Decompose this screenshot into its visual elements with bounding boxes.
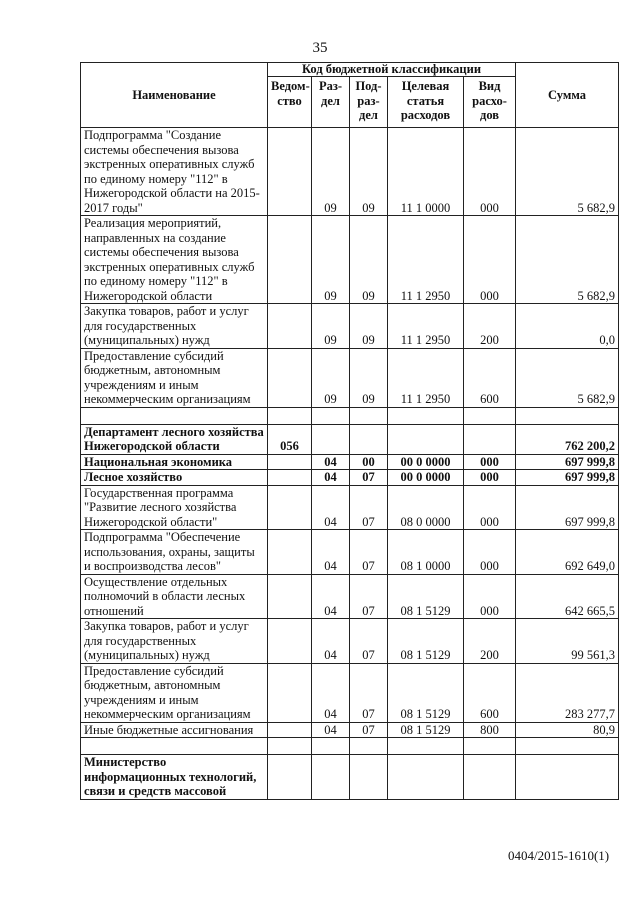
cell-podrazdel: 07 <box>350 530 388 575</box>
cell-dept <box>268 722 312 738</box>
cell-target: 08 1 5129 <box>388 619 464 664</box>
cell-target: 11 1 2950 <box>388 348 464 407</box>
cell-vid: 600 <box>464 663 516 722</box>
cell-target: 11 1 2950 <box>388 304 464 349</box>
table-row <box>81 470 619 486</box>
cell-razdel: 04 <box>312 470 350 486</box>
cell-name: Закупка товаров, работ и услуг для государственных (муниципальных) нужд <box>81 619 268 664</box>
cell-podrazdel: 07 <box>350 722 388 738</box>
cell-razdel <box>312 407 350 424</box>
cell-name: Предоставление субсидий бюджетным, автономным учреждениям и иным некоммерческим организациям <box>81 348 268 407</box>
cell-target: 00 0 0000 <box>388 454 464 470</box>
table-row <box>81 216 619 304</box>
cell-razdel: 09 <box>312 304 350 349</box>
cell-name: Национальная экономика <box>81 454 268 470</box>
col-header-name: Наименование <box>81 63 268 128</box>
page-number: 35 <box>312 40 328 56</box>
cell-vid: 000 <box>464 530 516 575</box>
budget-table <box>80 62 619 800</box>
cell-target <box>388 424 464 454</box>
cell-target: 08 0 0000 <box>388 485 464 530</box>
cell-sum <box>516 407 619 424</box>
cell-dept <box>268 619 312 664</box>
cell-target: 08 1 5129 <box>388 722 464 738</box>
cell-sum: 697 999,8 <box>516 470 619 486</box>
cell-name: Государственная программа "Развитие лесного хозяйства Нижегородской области" <box>81 485 268 530</box>
col-header-target: Целевая статья расходов <box>388 77 464 128</box>
cell-razdel: 04 <box>312 530 350 575</box>
cell-sum: 762 200,2 <box>516 424 619 454</box>
cell-sum: 5 682,9 <box>516 128 619 216</box>
cell-name: Предоставление субсидий бюджетным, автономным учреждениям и иным некоммерческим организациям <box>81 663 268 722</box>
cell-sum <box>516 755 619 800</box>
cell-razdel <box>312 424 350 454</box>
cell-podrazdel: 07 <box>350 485 388 530</box>
cell-dept <box>268 755 312 800</box>
cell-sum: 692 649,0 <box>516 530 619 575</box>
cell-dept <box>268 530 312 575</box>
cell-dept <box>268 470 312 486</box>
cell-sum: 0,0 <box>516 304 619 349</box>
table-row <box>81 755 619 800</box>
cell-target: 00 0 0000 <box>388 470 464 486</box>
col-header-sum: Сумма <box>516 63 619 128</box>
cell-name: Закупка товаров, работ и услуг для государственных (муниципальных) нужд <box>81 304 268 349</box>
cell-sum: 697 999,8 <box>516 485 619 530</box>
table-body <box>81 128 619 800</box>
cell-podrazdel: 09 <box>350 348 388 407</box>
cell-target <box>388 407 464 424</box>
col-header-group: Код бюджетной классификации <box>268 63 516 77</box>
cell-razdel: 09 <box>312 216 350 304</box>
cell-podrazdel: 09 <box>350 216 388 304</box>
cell-razdel: 09 <box>312 348 350 407</box>
cell-podrazdel: 07 <box>350 619 388 664</box>
table-row <box>81 128 619 216</box>
cell-vid <box>464 755 516 800</box>
cell-podrazdel <box>350 407 388 424</box>
cell-dept <box>268 454 312 470</box>
spacer-row <box>81 738 619 755</box>
cell-sum <box>516 738 619 755</box>
cell-vid: 000 <box>464 470 516 486</box>
col-header-vid: Вид расхо-дов <box>464 77 516 128</box>
cell-vid <box>464 407 516 424</box>
cell-sum: 5 682,9 <box>516 216 619 304</box>
cell-vid: 000 <box>464 128 516 216</box>
table-row <box>81 454 619 470</box>
cell-razdel: 04 <box>312 485 350 530</box>
cell-name: Иные бюджетные ассигнования <box>81 722 268 738</box>
cell-name: Осуществление отдельных полномочий в области лесных отношений <box>81 574 268 619</box>
cell-sum: 283 277,7 <box>516 663 619 722</box>
col-header-podrazdel: Под-раз-дел <box>350 77 388 128</box>
cell-dept <box>268 216 312 304</box>
table-row <box>81 722 619 738</box>
spacer-row <box>81 407 619 424</box>
cell-razdel: 04 <box>312 574 350 619</box>
cell-razdel: 04 <box>312 454 350 470</box>
cell-dept <box>268 304 312 349</box>
table-row <box>81 663 619 722</box>
cell-vid: 000 <box>464 216 516 304</box>
cell-dept <box>268 738 312 755</box>
table-row <box>81 574 619 619</box>
col-header-razdel: Раз-дел <box>312 77 350 128</box>
cell-razdel <box>312 738 350 755</box>
cell-vid: 000 <box>464 454 516 470</box>
cell-name: Подпрограмма "Создание системы обеспечения вызова экстренных оперативных служб по единому номеру "112" в Нижегородской области на 2015-2017 годы" <box>81 128 268 216</box>
cell-podrazdel <box>350 738 388 755</box>
cell-target <box>388 738 464 755</box>
cell-vid <box>464 424 516 454</box>
cell-razdel: 04 <box>312 663 350 722</box>
cell-sum: 5 682,9 <box>516 348 619 407</box>
cell-dept <box>268 485 312 530</box>
cell-vid: 600 <box>464 348 516 407</box>
cell-podrazdel: 00 <box>350 454 388 470</box>
cell-dept <box>268 348 312 407</box>
col-header-dept: Ведом-ство <box>268 77 312 128</box>
cell-podrazdel: 09 <box>350 128 388 216</box>
cell-vid: 200 <box>464 619 516 664</box>
cell-dept <box>268 663 312 722</box>
table-row <box>81 348 619 407</box>
cell-dept <box>268 407 312 424</box>
cell-dept: 056 <box>268 424 312 454</box>
cell-name: Министерство информационных технологий, связи и средств массовой <box>81 755 268 800</box>
cell-target: 11 1 0000 <box>388 128 464 216</box>
cell-name <box>81 738 268 755</box>
table-row <box>81 424 619 454</box>
cell-target: 08 1 0000 <box>388 530 464 575</box>
cell-podrazdel: 09 <box>350 304 388 349</box>
cell-vid <box>464 738 516 755</box>
cell-target: 08 1 5129 <box>388 663 464 722</box>
cell-sum: 99 561,3 <box>516 619 619 664</box>
cell-sum: 697 999,8 <box>516 454 619 470</box>
cell-razdel: 09 <box>312 128 350 216</box>
cell-vid: 000 <box>464 574 516 619</box>
cell-vid: 000 <box>464 485 516 530</box>
footer-code: 0404/2015-1610(1) <box>508 848 610 863</box>
cell-name: Реализация мероприятий, направленных на создание системы обеспечения вызова экстренных оперативных служб по единому номеру "112" в Нижегородской области <box>81 216 268 304</box>
cell-podrazdel: 07 <box>350 470 388 486</box>
cell-dept <box>268 128 312 216</box>
cell-target: 11 1 2950 <box>388 216 464 304</box>
cell-name: Подпрограмма "Обеспечение использования, охраны, защиты и воспроизводства лесов" <box>81 530 268 575</box>
cell-podrazdel: 07 <box>350 574 388 619</box>
cell-target <box>388 755 464 800</box>
cell-razdel: 04 <box>312 722 350 738</box>
cell-dept <box>268 574 312 619</box>
cell-razdel <box>312 755 350 800</box>
table-row <box>81 304 619 349</box>
cell-podrazdel: 07 <box>350 663 388 722</box>
table-row <box>81 530 619 575</box>
table-row <box>81 619 619 664</box>
cell-name: Лесное хозяйство <box>81 470 268 486</box>
cell-podrazdel <box>350 424 388 454</box>
table-row <box>81 485 619 530</box>
cell-razdel: 04 <box>312 619 350 664</box>
cell-podrazdel <box>350 755 388 800</box>
cell-vid: 200 <box>464 304 516 349</box>
cell-target: 08 1 5129 <box>388 574 464 619</box>
cell-vid: 800 <box>464 722 516 738</box>
cell-sum: 642 665,5 <box>516 574 619 619</box>
cell-sum: 80,9 <box>516 722 619 738</box>
cell-name: Департамент лесного хозяйства Нижегородской области <box>81 424 268 454</box>
cell-name <box>81 407 268 424</box>
